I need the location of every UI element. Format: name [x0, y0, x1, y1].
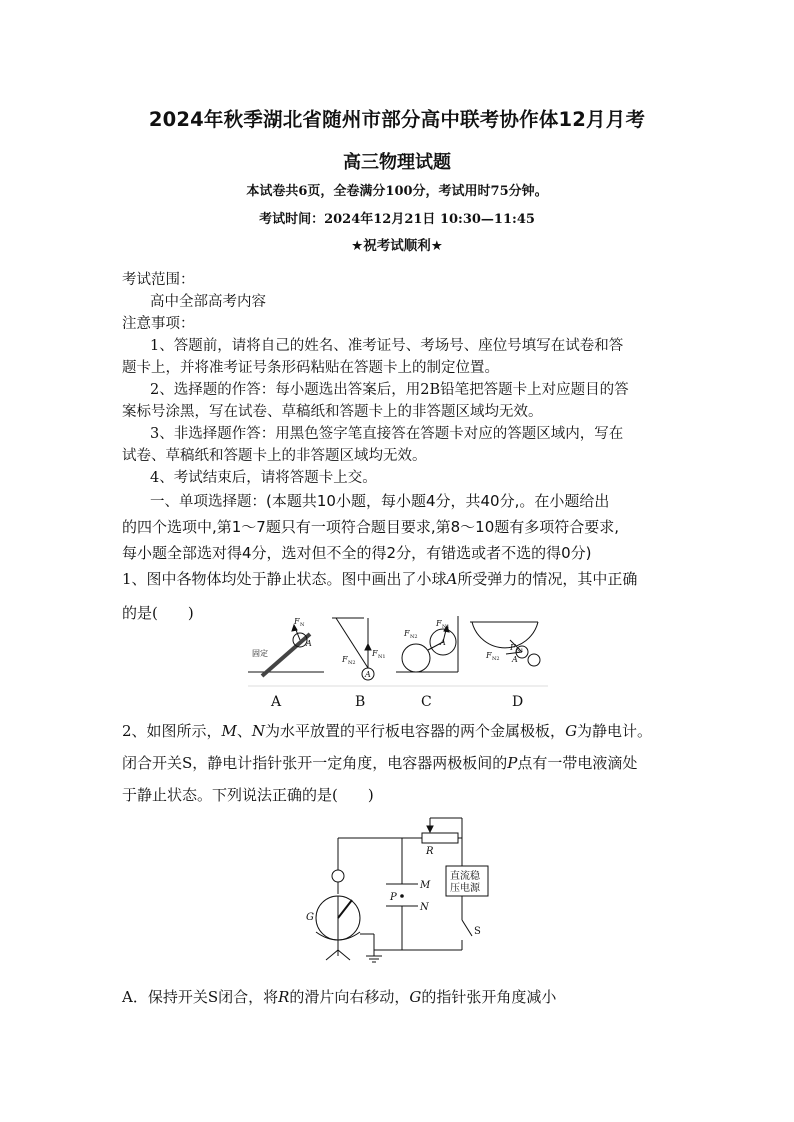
- q1-text-a: 1、图中各物体均处于静止状态。图中画出了小球: [122, 570, 447, 588]
- q2-fig-m: M: [420, 880, 431, 891]
- q2-var-g: G: [565, 722, 578, 740]
- q1-panel-d: [470, 622, 540, 666]
- q1-fig-sub-a: N: [300, 622, 305, 628]
- q1-option-c: C: [421, 694, 432, 710]
- q2-opta-var-g: G: [409, 988, 422, 1006]
- q1-fig-a-label: A: [306, 639, 312, 648]
- q1-fig-d-a: A: [512, 655, 518, 664]
- q2-line2: [122, 752, 637, 773]
- notice-2b: 案标号涂黑，写在试卷、草稿纸和答题卡上的非答题区域均无效。: [122, 404, 543, 420]
- notice-1b: 题卡上，并将准考证号条形码粘贴在答题卡上的制定位置。: [122, 360, 499, 376]
- q1-fig-fixed: 固定: [252, 649, 268, 658]
- q2-fig-r: R: [426, 846, 434, 857]
- q1-fig-b-a: A: [365, 670, 371, 679]
- q1-fig-sub-d1: N1: [516, 648, 524, 654]
- q2-fig-n: N: [420, 902, 429, 913]
- q1-fig-fn-b2: F: [342, 655, 348, 664]
- q2-fig-g: G: [306, 912, 314, 923]
- q2-fig-p: P: [390, 892, 397, 903]
- q1-fig-sub-b1: N1: [378, 654, 386, 660]
- notice-3b: 试卷、草稿纸和答题卡上的非答题区域均无效。: [122, 448, 427, 464]
- q2-opta-text-c: 的指针张开角度减小: [421, 988, 557, 1006]
- q1-fig-sub-c1: N1: [442, 624, 450, 630]
- q2-text-2a: 闭合开关S，静电计指针张开一定角度，电容器两极板间的: [122, 754, 508, 772]
- q2-circuit-figure: [302, 810, 502, 972]
- scope-value: 高中全部高考内容: [150, 294, 266, 310]
- q1-fig-fn-a: F: [294, 617, 300, 626]
- q1-fig-fn-c2: F: [404, 629, 410, 638]
- q2-text-b: 为水平放置的平行板电容器的两个金属极板，: [265, 722, 566, 740]
- q1-fig-fn-b1: F: [372, 649, 378, 658]
- scope-label: 考试范围：: [122, 272, 195, 288]
- notice-1a: 1、答题前，请将自己的姓名、准考证号、考场号、座位号填写在试卷和答: [150, 338, 624, 354]
- exam-info-time: 考试时间：2024年12月21日 10:30—11:45: [259, 212, 535, 227]
- q2-sep: 、: [236, 722, 252, 740]
- exam-info-pages: 本试卷共6页，全卷满分100分，考试用时75分钟。: [246, 184, 548, 199]
- q1-line1: [122, 568, 637, 589]
- q2-text-a: 2、如图所示，: [122, 722, 222, 740]
- q1-fig-fn-c1: F: [436, 619, 442, 628]
- exam-title: 2024年秋季湖北省随州市部分高中联考协作体12月月考: [148, 108, 646, 131]
- section1-line1: [150, 490, 609, 511]
- q2-opta-var-r: R: [278, 988, 290, 1006]
- section1-line3: 每小题全部选对得4分，选对但不全的得2分，有错选或者不选的得0分): [122, 544, 592, 562]
- notice-4: 4、考试结束后，请将答题卡上交。: [150, 470, 377, 486]
- exam-wish: ★祝考试顺利★: [351, 238, 443, 254]
- q1-fig-fn-d2: F: [486, 651, 492, 660]
- q2-var-p: P: [507, 754, 518, 772]
- section1-line2: 的四个选项中,第1～7题只有一项符合题目要求,第8～10题有多项符合要求,: [122, 518, 620, 536]
- q1-line2: 的是( ): [122, 604, 194, 622]
- q1-text-b: 所受弹力的情况，其中正确: [457, 570, 638, 588]
- q2-opta-text-a: A．保持开关S闭合，将: [122, 988, 279, 1006]
- q2-text-2b: 点有一带电液滴处: [517, 754, 638, 772]
- q2-fig-source2: 压电源: [450, 883, 480, 894]
- q2-line3: 于静止状态。下列说法正确的是( ): [122, 786, 374, 804]
- q1-fig-sub-d2: N2: [492, 656, 500, 662]
- notice-3a: 3、非选择题作答：用黑色签字笔直接答在答题卡对应的答题区域内，写在: [150, 426, 624, 442]
- q2-text-c: 为静电计。: [577, 722, 653, 740]
- exam-subtitle: 高三物理试题: [343, 152, 451, 173]
- q2-fig-s: S: [474, 926, 481, 937]
- q1-fig-sub-c2: N2: [410, 634, 418, 640]
- q1-var-a: A: [446, 570, 458, 588]
- q1-option-a: A: [271, 694, 282, 710]
- q1-option-d: D: [512, 694, 524, 710]
- q2-line1: [122, 720, 652, 741]
- q2-option-a: [122, 986, 556, 1007]
- q1-fig-c-a: A: [440, 638, 446, 647]
- q1-figure: [248, 612, 548, 690]
- section1-rest: (本题共10小题，每小题4分，共40分,。在小题给出: [266, 492, 610, 510]
- q1-option-b: B: [355, 694, 366, 710]
- notice-label: 注意事项：: [122, 316, 195, 332]
- q2-var-n: N: [251, 722, 266, 740]
- q1-fig-sub-b2: N2: [348, 660, 356, 666]
- q2-fig-source1: 直流稳: [450, 871, 480, 882]
- q2-opta-text-b: 的滑片向右移动，: [289, 988, 410, 1006]
- notice-2a: 2、选择题的作答：每小题选出答案后，用2B铅笔把答题卡上对应题目的答: [150, 382, 629, 398]
- section1-prefix: 一、单项选择题：: [150, 494, 266, 510]
- q1-fig-fn-d1: F: [510, 643, 516, 652]
- q2-var-m: M: [221, 722, 237, 740]
